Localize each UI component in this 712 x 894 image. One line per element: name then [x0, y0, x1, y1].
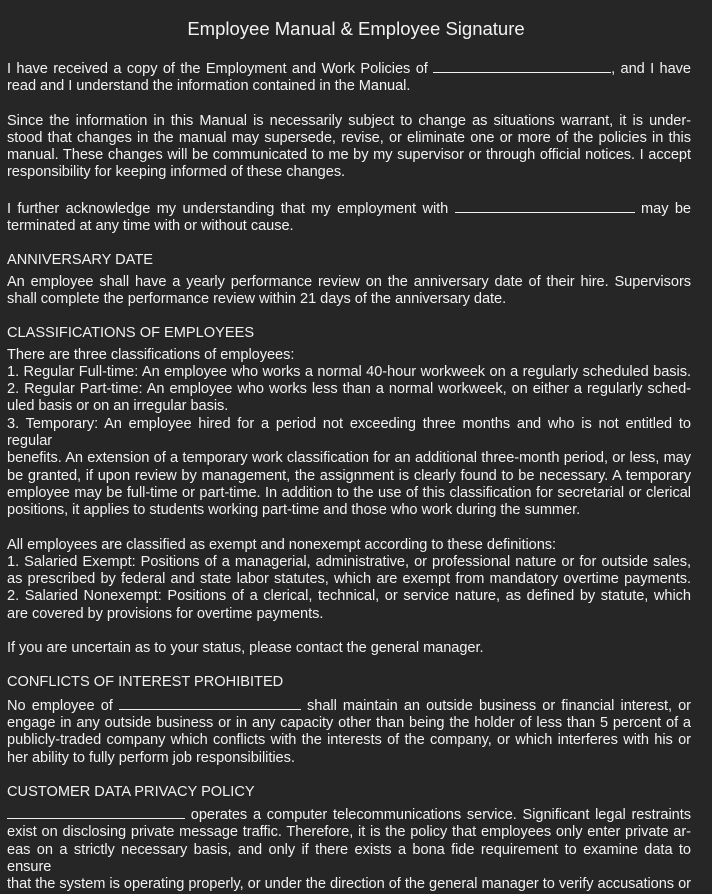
changes-paragraph — [7, 113, 691, 182]
changes-line: responsibility for keeping informed of these changes. — [7, 164, 346, 181]
exempt-line: as prescribed by federal and state labor statutes, which are exempt from mandatory overtime payments. — [7, 571, 691, 588]
anniversary-line: shall complete the performance review within 21 days of the anniversary date. — [7, 290, 507, 307]
conflicts-line: engage in any outside business or in any capacity other than being the holder of less than 5 percent of a — [7, 714, 691, 731]
conflicts-paragraph — [7, 696, 691, 767]
classifications-paragraph — [7, 347, 691, 520]
changes-line: Since the information in this Manual is necessarily subject to change as situations warrant, it is under- — [7, 112, 691, 129]
anniversary-heading: ANNIVERSARY DATE — [7, 252, 153, 269]
conflicts-company-blank[interactable] — [119, 696, 301, 710]
classifications-heading: CLASSIFICATIONS OF EMPLOYEES — [7, 325, 255, 342]
classifications-line: There are three classifications of employees: — [7, 346, 295, 363]
anniversary-paragraph — [7, 274, 691, 309]
privacy-line: exist on disclosing private message traffic. Therefore, it is the policy that employees only enter private ar- — [7, 824, 691, 841]
receipt-line-1: I have received a copy of the Employment and Work Policies of , and I have — [7, 61, 691, 77]
exempt-paragraph — [7, 537, 691, 623]
exempt-line: 2. Salaried Nonexempt: Positions of a clerical, technical, or service nature, as defined by statute, which — [7, 588, 691, 605]
company-name-blank[interactable] — [433, 59, 611, 73]
exempt-line: All employees are classified as exempt and nonexempt according to these definitions: — [7, 536, 557, 553]
classifications-line: positions, it applies to students working part-time and those who work during the summer. — [7, 502, 581, 519]
changes-line: stood that changes in the manual may supersede, revise, or eliminate one or more of the policies in this — [7, 129, 691, 146]
classifications-line: 2. Regular Part-time: An employee who works less than a normal workweek, on either a regularly sched- — [7, 381, 691, 398]
classifications-line: employee may be full-time or part-time. In addition to the use of this classification for secretarial or clerical — [7, 484, 691, 501]
conflicts-line-1: No employee of shall maintain an outside business or financial interest, or — [7, 697, 691, 714]
conflicts-heading: CONFLICTS OF INTEREST PROHIBITED — [7, 674, 284, 691]
privacy-line-1: operates a computer telecommunications service. Significant legal restraints — [7, 805, 691, 824]
conflicts-line: her ability to fully perform job responsibilities. — [7, 749, 295, 766]
privacy-line: eas on a strictly necessary basis, and only if there exists a bona fide requirement to examine data to ensure — [7, 841, 691, 875]
classifications-line: 3. Temporary: An employee hired for a period not exceeding three months and who is not entitled to regular — [7, 415, 691, 450]
uncertain-line: If you are uncertain as to your status, please contact the general manager. — [7, 640, 484, 657]
receipt-line-2: read and I understand the information contained in the Manual. — [7, 78, 411, 95]
privacy-company-blank[interactable] — [7, 805, 185, 819]
document-title: Employee Manual & Employee Signature — [187, 18, 525, 39]
uncertain-paragraph — [7, 640, 691, 657]
classifications-line: 1. Regular Full-time: An employee who works a normal 40-hour workweek on a regularly scheduled basis. — [7, 363, 691, 380]
exempt-line: 1. Salaried Exempt: Positions of a managerial, administrative, or professional nature or for outside sales, — [7, 553, 691, 570]
acknowledge-line-2: terminated at any time with or without cause. — [7, 218, 294, 235]
classifications-line: benefits. An extension of a temporary work classification for an additional three-month period, or less, may — [7, 450, 691, 467]
receipt-paragraph — [7, 59, 691, 96]
privacy-paragraph — [7, 805, 691, 893]
privacy-line: that the system is operating properly, or under the direction of the general manager to verify accusations or — [7, 876, 691, 893]
conflicts-line: publicly-traded company which conflicts with the interests of the company, or which interferes with his or — [7, 732, 691, 749]
changes-line: manual. These changes will be communicated to me by my supervisor or through official notices. I accept — [7, 147, 691, 164]
exempt-line: are covered by provisions for overtime payments. — [7, 605, 324, 622]
acknowledge-line-1: I further acknowledge my understanding that my employment with may be — [7, 200, 691, 217]
anniversary-line: An employee shall have a yearly performance review on the anniversary date of their hire. Supervisors — [7, 273, 691, 290]
classifications-line: be granted, if upon review by management, the assignment is clearly found to be necessary. A temporary — [7, 467, 691, 484]
acknowledge-paragraph — [7, 199, 691, 236]
privacy-heading: CUSTOMER DATA PRIVACY POLICY — [7, 783, 255, 800]
classifications-line: uled basis or on an irregular basis. — [7, 398, 229, 415]
employer-name-blank[interactable] — [455, 199, 635, 213]
